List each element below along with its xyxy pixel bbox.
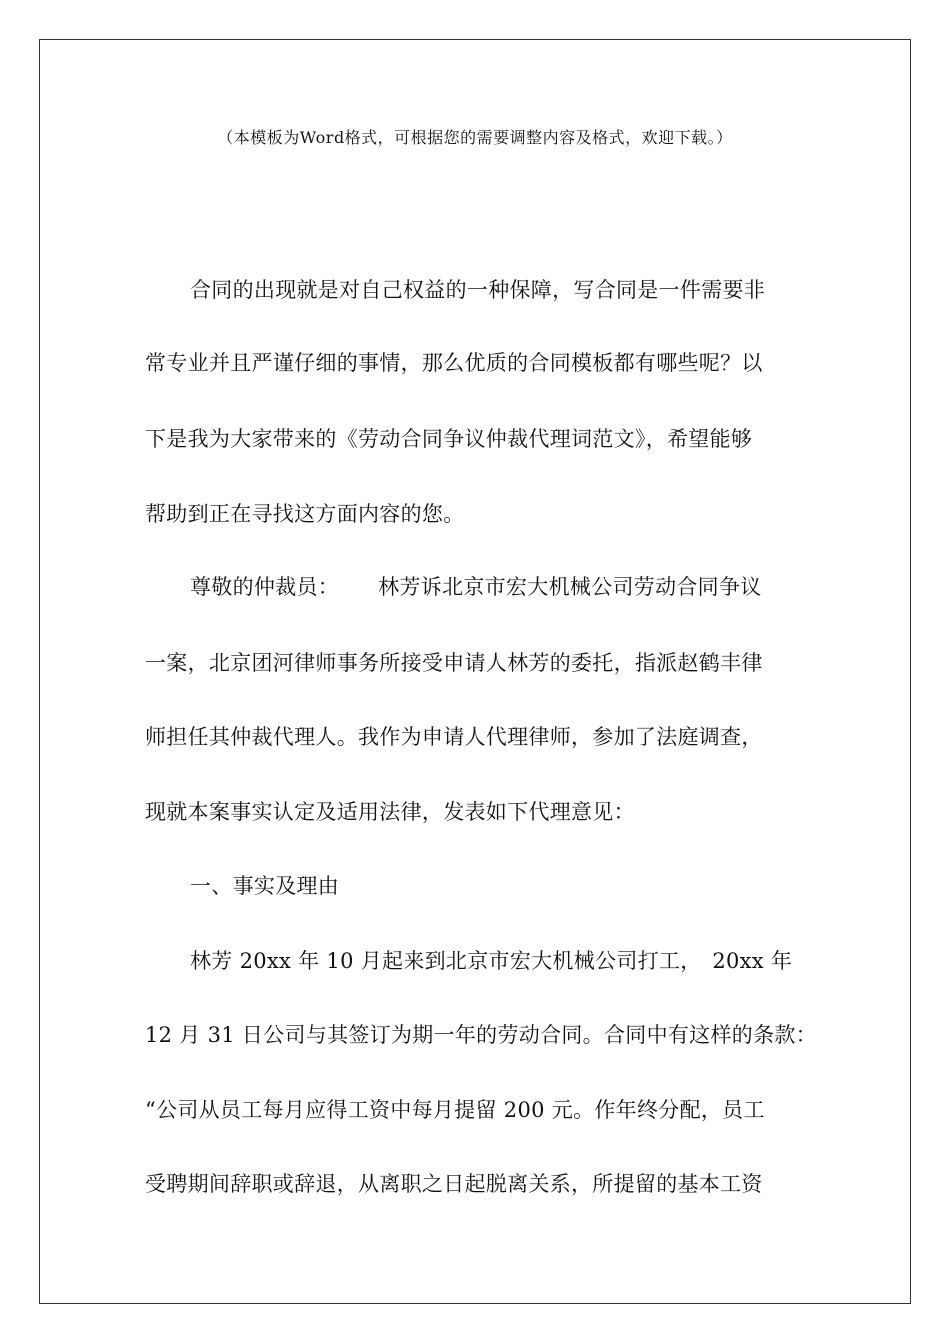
paragraph-line: 下是我为大家带来的《劳动合同争议仲裁代理词范文》，希望能够 <box>145 427 753 451</box>
paragraph-line: 受聘期间辞职或辞退，从离职之日起脱离关系，所提留的基本工资 <box>145 1172 763 1196</box>
paragraph-line: “公司从员工每月应得工资中每月提留 200 元。作年终分配，员工 <box>145 1098 765 1122</box>
paragraph-line: 合同的出现就是对自己权益的一种保障，写合同是一件需要非 <box>190 278 766 302</box>
paragraph-line: 12 月 31 日公司与其签订为期一年的劳动合同。合同中有这样的条款： <box>145 1023 817 1047</box>
template-note: （本模板为Word格式，可根据您的需要调整内容及格式，欢迎下载。） <box>217 128 733 147</box>
paragraph-line: 师担任其仲裁代理人。我作为申请人代理律师，参加了法庭调查， <box>145 725 763 749</box>
paragraph-line: 现就本案事实认定及适用法律，发表如下代理意见： <box>145 800 635 824</box>
paragraph-line: 一案，北京团河律师事务所接受申请人林芳的委托，指派赵鹤丰律 <box>145 651 763 675</box>
paragraph-line: 帮助到正在寻找这方面内容的您。 <box>145 502 465 526</box>
paragraph-line: 尊敬的仲裁员： 林芳诉北京市宏大机械公司劳动合同争议 <box>190 575 762 599</box>
section-heading: 一、事实及理由 <box>190 874 340 898</box>
paragraph-line: 林芳 20xx 年 10 月起来到北京市宏大机械公司打工， 20xx 年 <box>190 949 793 973</box>
paragraph-line: 常专业并且严谨仔细的事情，那么优质的合同模板都有哪些呢？以 <box>145 351 763 375</box>
